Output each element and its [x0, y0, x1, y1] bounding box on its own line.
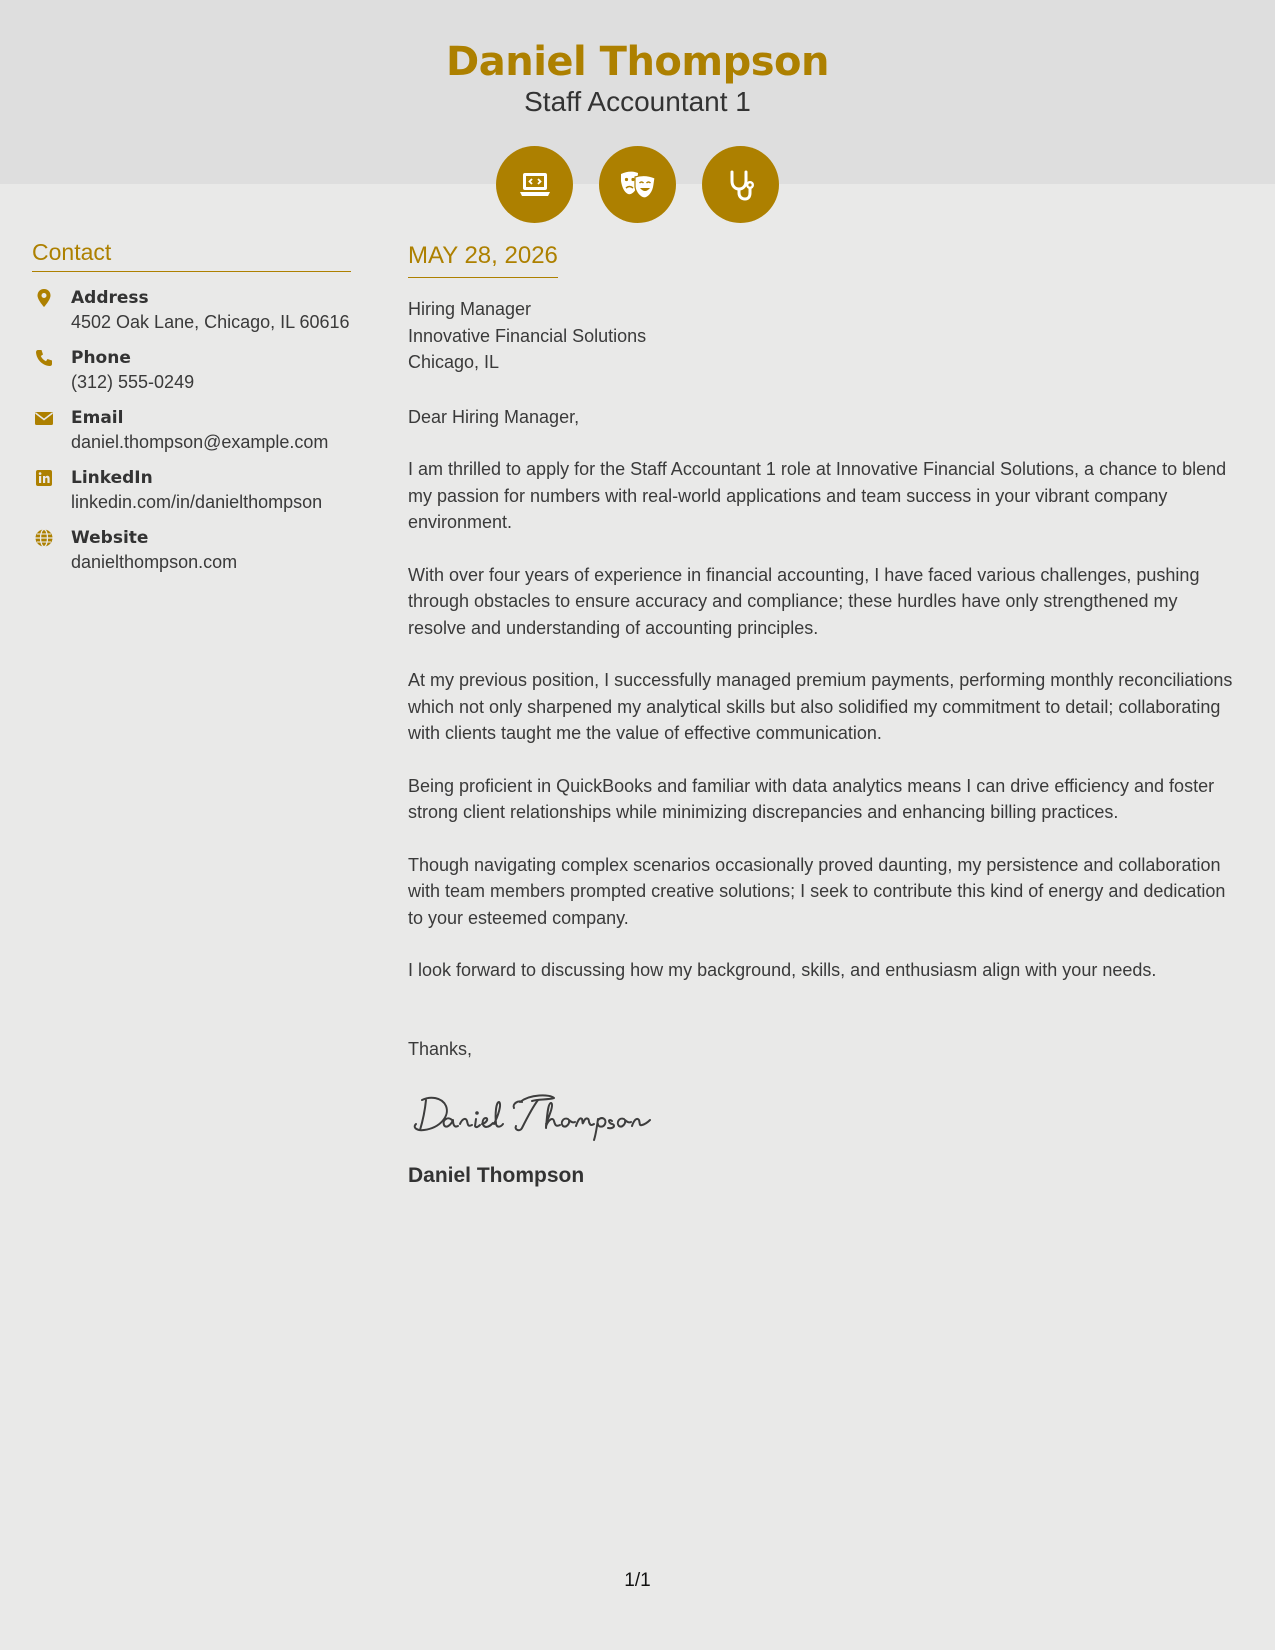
laptop-code-badge [496, 146, 573, 223]
map-pin-icon [34, 288, 54, 308]
phone-value: (312) 555-0249 [71, 372, 195, 392]
contact-address [32, 286, 351, 334]
recipient-line: Hiring Manager [408, 299, 532, 319]
contact-phone [32, 346, 351, 394]
stethoscope-badge [702, 146, 779, 223]
theater-masks-badge [599, 146, 676, 223]
handwritten-signature-image [408, 1084, 678, 1144]
contact-heading: Contact [32, 236, 351, 272]
theater-masks-icon [618, 167, 658, 203]
body-paragraph: With over four years of experience in financial accounting, I have faced various challenges, pushing through obstacles to ensure accuracy and compliance; these hurdles have only strengthened my resolve and understanding of accounting principles. [408, 564, 1200, 638]
contact-sidebar [32, 236, 351, 574]
website-label: Website [71, 528, 149, 548]
linkedin-value[interactable]: linkedin.com/in/danielthompson [71, 492, 323, 512]
applicant-name: Daniel Thompson [446, 39, 829, 85]
body-paragraph: At my previous position, I successfully managed premium payments, performing monthly reconciliations which not only sharpened my analytical skills but also solidified my commitment to detail; collaborating with clients taught me the value of effective communication. [408, 670, 1233, 743]
job-title: Staff Accountant 1 [524, 86, 751, 117]
signer-name: Daniel Thompson [408, 1164, 585, 1187]
body-paragraph: I am thrilled to apply for the Staff Accountant 1 role at Innovative Financial Solutions, a chance to blend my passion for numbers with real-world applications and team success in your vibrant company environment. [408, 459, 1227, 532]
recipient-line: Innovative Financial Solutions [408, 325, 647, 346]
envelope-icon [34, 408, 54, 428]
stethoscope-icon [723, 167, 759, 203]
email-value: daniel.thompson@example.com [71, 432, 329, 452]
laptop-code-icon [517, 167, 553, 203]
website-value[interactable]: danielthompson.com [71, 552, 238, 572]
address-value: 4502 Oak Lane, Chicago, IL 60616 [71, 312, 350, 332]
contact-website [32, 526, 351, 574]
linkedin-label: LinkedIn [71, 468, 153, 488]
closing: Thanks, [408, 1038, 473, 1059]
address-label: Address [71, 288, 149, 308]
body-paragraph: Being proficient in QuickBooks and familiar with data analytics means I can drive efficiency and foster strong client relationships while minimizing discrepancies and enhancing billing practices. [408, 775, 1215, 822]
recipient-line: Chicago, IL [408, 352, 500, 372]
globe-icon [34, 528, 54, 548]
salutation: Dear Hiring Manager, [408, 406, 580, 427]
contact-linkedin [32, 466, 351, 514]
letter-date: MAY 28, 2026 [408, 240, 558, 278]
phone-label: Phone [71, 348, 131, 368]
email-label: Email [71, 408, 124, 428]
contact-email [32, 406, 351, 454]
interest-icons [496, 146, 779, 223]
recipient-block [408, 296, 1238, 376]
linkedin-icon [34, 468, 54, 488]
page-number: 1/1 [624, 1570, 651, 1591]
body-paragraph: I look forward to discussing how my background, skills, and enthusiasm align with your needs. [408, 960, 1157, 980]
body-paragraph: Though navigating complex scenarios occasionally proved daunting, my persistence and collaboration with team members prompted creative solutions; I seek to contribute this kind of energy and dedication to your esteemed company. [408, 854, 1226, 928]
letter-body [408, 240, 1238, 1190]
signature [408, 1084, 1238, 1144]
phone-icon [34, 348, 54, 368]
